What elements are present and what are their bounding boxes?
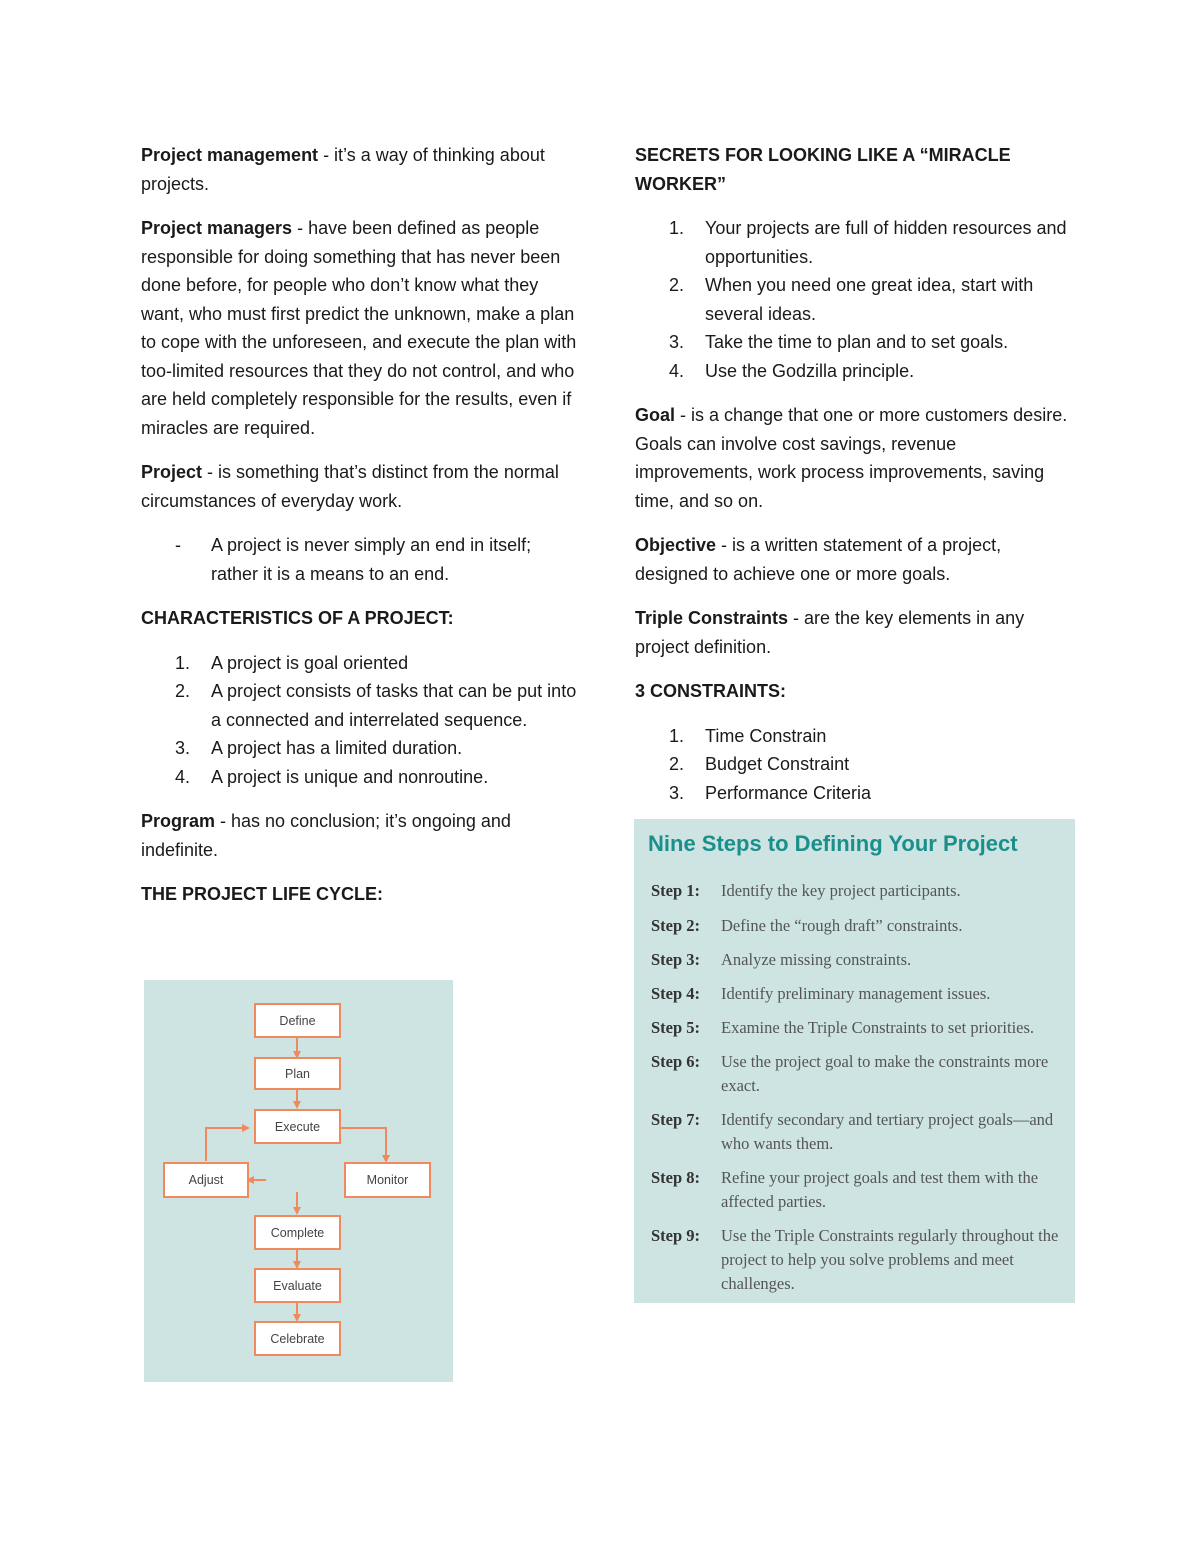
step-text: Identify secondary and tertiary project goals—and who wants them. bbox=[721, 1110, 1054, 1153]
step-label: Step 7: bbox=[651, 1110, 701, 1129]
definition-project bbox=[141, 458, 581, 515]
list-number: 3. bbox=[669, 332, 685, 352]
list-item bbox=[635, 214, 1075, 271]
step-label: Step 6: bbox=[651, 1052, 701, 1071]
constraints-list bbox=[635, 722, 1075, 808]
definition-goal bbox=[635, 401, 1075, 515]
definition-text: - is a written statement of a project, designed to achieve one or more goals. bbox=[635, 535, 1002, 584]
arrow-execute-monitor bbox=[341, 1128, 386, 1161]
step-label: Step 5: bbox=[651, 1018, 701, 1037]
step-item bbox=[651, 1050, 1066, 1098]
lifecycle-step-celebrate: Celebrate bbox=[254, 1321, 341, 1356]
step-text: Use the project goal to make the constraints more exact. bbox=[721, 1052, 1049, 1095]
term: Project bbox=[141, 462, 203, 482]
list-number: 1. bbox=[669, 218, 685, 238]
constraints-heading: 3 CONSTRAINTS: bbox=[635, 681, 787, 701]
lifecycle-step-adjust: Adjust bbox=[163, 1162, 249, 1198]
secrets-heading: SECRETS FOR LOOKING LIKE A “MIRACLE WORKER” bbox=[635, 145, 1011, 194]
list-item bbox=[141, 649, 581, 678]
step-text: Define the “rough draft” constraints. bbox=[721, 916, 963, 935]
nine-steps-figure bbox=[634, 819, 1075, 1303]
definition-program bbox=[141, 807, 581, 864]
list-item-text: A project has a limited duration. bbox=[211, 738, 463, 758]
step-label: Step 1: bbox=[651, 881, 701, 900]
step-text: Refine your project goals and test them with the affected parties. bbox=[721, 1168, 1039, 1211]
dash-bullet: - bbox=[175, 535, 181, 555]
list-number: 2. bbox=[669, 275, 685, 295]
definition-project-managers bbox=[141, 214, 581, 442]
list-item bbox=[141, 677, 581, 734]
list-item-text: Use the Godzilla principle. bbox=[705, 360, 915, 381]
list-item-text: Budget Constraint bbox=[705, 754, 850, 774]
list-item bbox=[635, 750, 1075, 779]
list-item bbox=[635, 779, 1075, 808]
lifecycle-step-execute: Execute bbox=[254, 1109, 341, 1144]
lifecycle-step-complete: Complete bbox=[254, 1215, 341, 1250]
lifecycle-step-evaluate: Evaluate bbox=[254, 1268, 341, 1303]
definition-project-management bbox=[141, 141, 581, 198]
list-item-text: Your projects are full of hidden resources and opportunities. bbox=[705, 218, 1067, 267]
term: Objective bbox=[635, 535, 717, 555]
list-item-text: When you need one great idea, start with several ideas. bbox=[705, 275, 1034, 324]
list-item-text: A project consists of tasks that can be put into a connected and interrelated sequence. bbox=[211, 681, 577, 730]
term: Goal bbox=[635, 405, 676, 425]
step-label: Step 9: bbox=[651, 1226, 701, 1245]
characteristics-list bbox=[141, 649, 581, 792]
step-text: Use the Triple Constraints regularly throughout the project to help you solve problems and meet challenges. bbox=[721, 1226, 1059, 1293]
step-text: Analyze missing constraints. bbox=[721, 950, 912, 969]
list-item bbox=[635, 722, 1075, 751]
definition-text: - has no conclusion; it’s ongoing and indefinite. bbox=[141, 811, 511, 860]
list-item-text: A project is goal oriented bbox=[211, 652, 409, 673]
project-note-list bbox=[141, 531, 581, 588]
step-text: Examine the Triple Constraints to set priorities. bbox=[721, 1018, 1035, 1037]
characteristics-heading: CHARACTERISTICS OF A PROJECT: bbox=[141, 608, 454, 628]
term: Project management bbox=[141, 145, 319, 165]
arrow-adjust-execute bbox=[206, 1128, 248, 1161]
list-item-text: Take the time to plan and to set goals. bbox=[705, 332, 1009, 352]
lifecycle-step-define: Define bbox=[254, 1003, 341, 1038]
definition-triple-constraints bbox=[635, 604, 1075, 661]
step-label: Step 8: bbox=[651, 1168, 701, 1187]
definition-text: - is something that’s distinct from the normal circumstances of everyday work. bbox=[141, 462, 559, 511]
list-item bbox=[141, 531, 581, 588]
right-column bbox=[635, 141, 1075, 823]
step-text: Identify the key project participants. bbox=[721, 881, 961, 900]
list-item-text: Time Constrain bbox=[705, 725, 827, 746]
definition-objective bbox=[635, 531, 1075, 588]
list-item-text: A project is never simply an end in itself; rather it is a means to an end. bbox=[211, 535, 532, 584]
list-number: 4. bbox=[175, 766, 191, 787]
left-column bbox=[141, 141, 581, 925]
step-item bbox=[651, 914, 1066, 938]
step-item bbox=[651, 1166, 1066, 1214]
list-number: 4. bbox=[669, 360, 685, 381]
step-item bbox=[651, 982, 1066, 1006]
step-item bbox=[651, 1016, 1066, 1040]
list-number: 3. bbox=[669, 782, 685, 803]
step-item bbox=[651, 1108, 1066, 1156]
step-item bbox=[651, 879, 1066, 903]
list-number: 1. bbox=[669, 725, 685, 746]
definition-text: - are the key elements in any project definition. bbox=[635, 608, 1025, 657]
list-item bbox=[141, 763, 581, 792]
project-life-cycle-diagram bbox=[144, 980, 453, 1382]
list-item bbox=[141, 734, 581, 763]
list-number: 2. bbox=[175, 681, 191, 701]
step-item bbox=[651, 948, 1066, 972]
lifecycle-step-plan: Plan bbox=[254, 1057, 341, 1090]
nine-steps-title: Nine Steps to Defining Your Project bbox=[648, 831, 1018, 856]
step-label: Step 2: bbox=[651, 916, 701, 935]
definition-text: - is a change that one or more customers desire. Goals can involve cost savings, revenue improvements, work process improvements, saving time, and so on. bbox=[635, 405, 1068, 511]
list-item bbox=[635, 357, 1075, 386]
definition-text: - it’s a way of thinking about projects. bbox=[141, 145, 545, 194]
step-text: Identify preliminary management issues. bbox=[721, 984, 991, 1003]
list-item-text: Performance Criteria bbox=[705, 782, 872, 803]
term: Triple Constraints bbox=[635, 608, 789, 628]
list-item bbox=[635, 328, 1075, 357]
list-number: 1. bbox=[175, 652, 191, 673]
definition-text: - have been defined as people responsible for doing something that has never been done before, for people who don’t know what they want, who must first predict the unknown, make a plan to cope with the unforeseen, and execute the plan with too-limited resources that they do not control, and who are held completely responsible for the results, even if miracles are required. bbox=[141, 218, 577, 438]
term: Program bbox=[141, 811, 216, 831]
term: Project managers bbox=[141, 218, 293, 238]
step-item bbox=[651, 1224, 1066, 1296]
lifecycle-heading: THE PROJECT LIFE CYCLE: bbox=[141, 884, 384, 904]
list-number: 2. bbox=[669, 754, 685, 774]
step-label: Step 3: bbox=[651, 950, 701, 969]
secrets-list bbox=[635, 214, 1075, 385]
lifecycle-step-monitor: Monitor bbox=[344, 1162, 431, 1198]
list-item-text: A project is unique and nonroutine. bbox=[211, 766, 489, 787]
step-label: Step 4: bbox=[651, 984, 701, 1003]
list-number: 3. bbox=[175, 738, 191, 758]
list-item bbox=[635, 271, 1075, 328]
